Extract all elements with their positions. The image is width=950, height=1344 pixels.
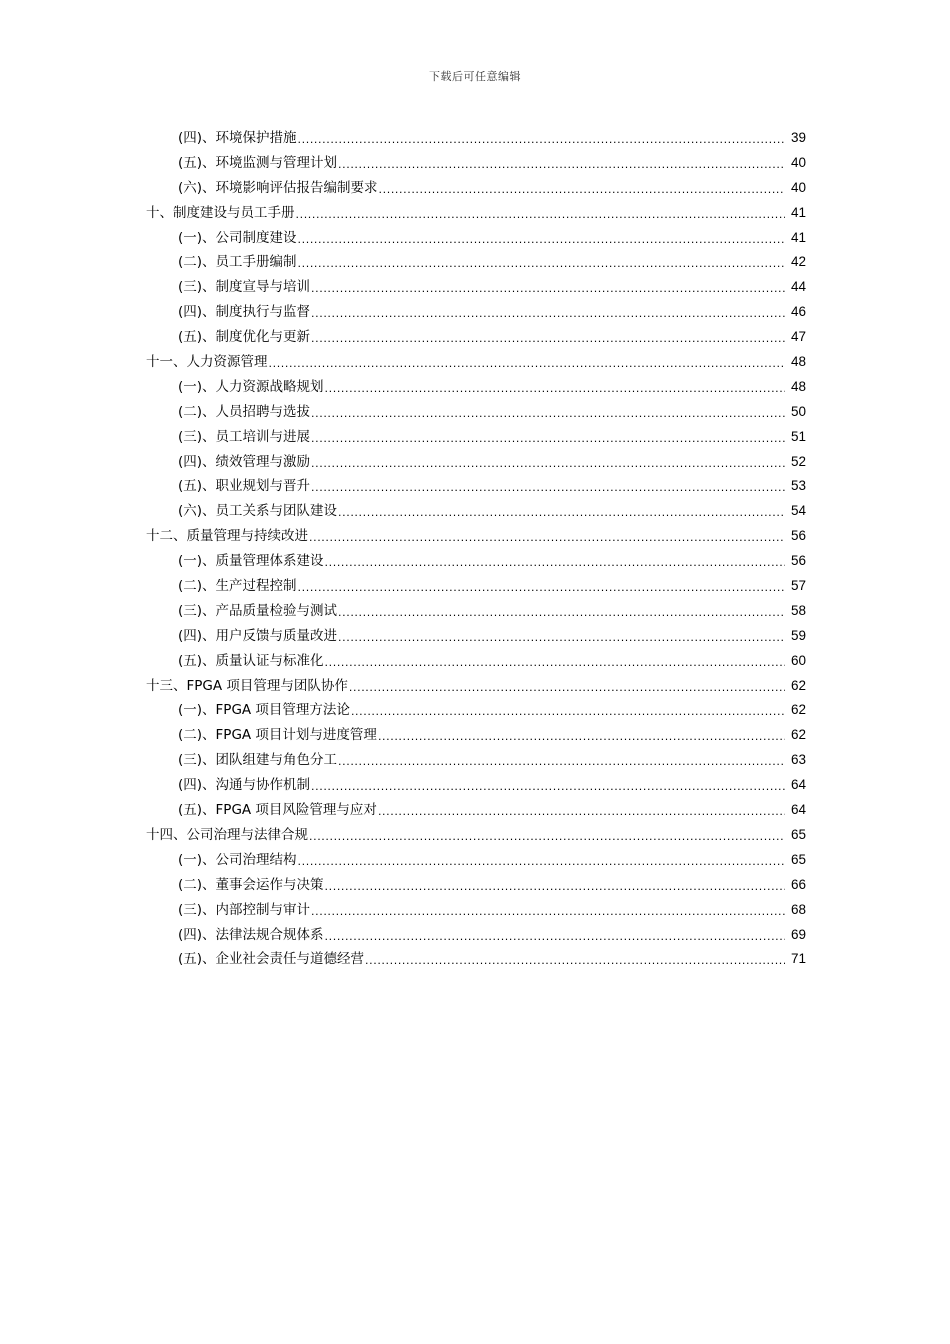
toc-entry-title: (一)、FPGA 项目管理方法论 [178,702,350,719]
toc-entry-title: (三)、内部控制与审计 [178,901,311,918]
toc-page-number: 65 [790,826,806,842]
toc-entry-title: 十、制度建设与员工手册 [146,204,295,221]
toc-dot-leader [325,875,785,900]
toc-page-number: 52 [790,453,806,469]
toc-page-number: 41 [790,229,806,245]
toc-section-entry[interactable] [0,151,950,176]
toc-entry-title: (四)、沟通与协作机制 [178,777,311,794]
toc-entry-title: (五)、制度优化与更新 [178,329,311,346]
toc-dot-leader [311,900,785,925]
toc-section-entry[interactable] [0,748,950,773]
toc-page-number: 48 [790,354,806,370]
toc-page-number: 46 [790,304,806,320]
toc-section-entry[interactable] [0,250,950,275]
toc-dot-leader [298,576,785,601]
toc-page-number: 58 [790,602,806,618]
toc-section-entry[interactable] [0,400,950,425]
toc-page-number: 41 [790,204,806,220]
toc-page-number: 54 [790,503,806,519]
toc-section-entry[interactable] [0,275,950,300]
toc-section-entry[interactable] [0,947,950,972]
toc-section-entry[interactable] [0,923,950,948]
toc-section-entry[interactable] [0,848,950,873]
toc-page-number: 65 [790,851,806,867]
toc-dot-leader [378,725,785,750]
toc-dot-leader [298,252,785,277]
toc-entry-title: (二)、生产过程控制 [178,578,297,595]
toc-dot-leader [309,526,785,551]
toc-page-number: 53 [790,478,806,494]
toc-page-number: 50 [790,403,806,419]
toc-dot-leader [309,825,785,850]
toc-page-number: 59 [790,627,806,643]
toc-entry-title: (五)、职业规划与晋升 [178,478,311,495]
toc-section-entry[interactable] [0,898,950,923]
toc-entry-title: (四)、法律法规合规体系 [178,926,324,943]
toc-dot-leader [338,750,785,775]
toc-dot-leader [311,775,785,800]
toc-entry-title: (一)、公司制度建设 [178,229,297,246]
toc-section-entry[interactable] [0,798,950,823]
toc-entry-title: (一)、质量管理体系建设 [178,553,324,570]
toc-page-number: 48 [790,378,806,394]
page-header: 下载后可任意编辑 [429,70,521,83]
toc-dot-leader [325,377,785,402]
toc-dot-leader [365,949,785,974]
toc-section-entry[interactable] [0,873,950,898]
toc-dot-leader [269,352,786,377]
toc-dot-leader [298,228,785,253]
toc-page-number: 57 [790,578,806,594]
toc-chapter-entry[interactable] [0,201,950,226]
toc-dot-leader [338,153,785,178]
toc-section-entry[interactable] [0,549,950,574]
toc-section-entry[interactable] [0,474,950,499]
toc-dot-leader [311,277,785,302]
toc-dot-leader [311,402,785,427]
toc-section-entry[interactable] [0,723,950,748]
toc-dot-leader [311,327,785,352]
toc-section-entry[interactable] [0,375,950,400]
toc-entry-title: (一)、人力资源战略规划 [178,378,324,395]
toc-section-entry[interactable] [0,698,950,723]
toc-entry-title: (二)、董事会运作与决策 [178,876,324,893]
toc-dot-leader [379,178,785,203]
toc-chapter-entry[interactable] [0,524,950,549]
toc-entry-title: (五)、企业社会责任与道德经营 [178,951,365,968]
toc-entry-title: (四)、绩效管理与激励 [178,453,311,470]
toc-dot-leader [311,452,785,477]
toc-page-number: 62 [790,702,806,718]
toc-dot-leader [338,601,785,626]
toc-page-number: 40 [790,179,806,195]
toc-entry-title: (二)、FPGA 项目计划与进度管理 [178,727,377,744]
toc-page-number: 64 [790,777,806,793]
toc-page-number: 56 [790,553,806,569]
toc-page-number: 71 [790,951,806,967]
toc-page-number: 62 [790,727,806,743]
toc-section-entry[interactable] [0,126,950,151]
toc-page-number: 47 [790,329,806,345]
toc-dot-leader [325,925,785,950]
toc-entry-title: (四)、用户反馈与质量改进 [178,627,338,644]
toc-entry-title: 十二、质量管理与持续改进 [146,528,308,545]
toc-entry-title: (二)、员工手册编制 [178,254,297,271]
toc-dot-leader [351,700,785,725]
toc-entry-title: 十一、人力资源管理 [146,354,268,371]
toc-dot-leader [311,302,785,327]
toc-dot-leader [378,800,785,825]
toc-chapter-entry[interactable] [0,823,950,848]
toc-dot-leader [338,501,785,526]
toc-section-entry[interactable] [0,176,950,201]
toc-page-number: 60 [790,652,806,668]
toc-page-number: 66 [790,876,806,892]
toc-section-entry[interactable] [0,574,950,599]
toc-dot-leader [338,626,785,651]
toc-dot-leader [311,427,785,452]
toc-page-number: 39 [790,130,806,145]
toc-page-number: 51 [790,428,806,444]
toc-entry-title: 十四、公司治理与法律合规 [146,826,308,843]
toc-entry-title: (五)、环境监测与管理计划 [178,154,338,171]
toc-entry-title: (六)、环境影响评估报告编制要求 [178,179,378,196]
toc-page-number: 42 [790,254,806,270]
toc-chapter-entry[interactable] [0,350,950,375]
toc-entry-title: (六)、员工关系与团队建设 [178,503,338,520]
toc-dot-leader [325,651,785,676]
toc-section-entry[interactable] [0,773,950,798]
toc-dot-leader [296,203,786,228]
table-of-contents [0,126,950,972]
toc-section-entry[interactable] [0,226,950,251]
toc-entry-title: (五)、质量认证与标准化 [178,652,324,669]
toc-entry-title: (三)、团队组建与角色分工 [178,752,338,769]
toc-section-entry[interactable] [0,425,950,450]
toc-page-number: 68 [790,901,806,917]
toc-section-entry[interactable] [0,599,950,624]
toc-section-entry[interactable] [0,499,950,524]
toc-page-number: 62 [790,677,806,693]
toc-entry-title: (三)、产品质量检验与测试 [178,602,338,619]
toc-section-entry[interactable] [0,325,950,350]
toc-dot-leader [325,551,785,576]
toc-dot-leader [311,476,785,501]
toc-chapter-entry[interactable] [0,674,950,699]
toc-page-number: 64 [790,802,806,818]
toc-entry-title: (四)、制度执行与监督 [178,304,311,321]
toc-entry-title: 十三、FPGA 项目管理与团队协作 [146,677,348,694]
toc-section-entry[interactable] [0,624,950,649]
toc-page-number: 56 [790,528,806,544]
toc-entry-title: (二)、人员招聘与选拔 [178,403,311,420]
toc-section-entry[interactable] [0,450,950,475]
toc-entry-title: (一)、公司治理结构 [178,851,297,868]
toc-dot-leader [298,128,785,153]
toc-entry-title: (三)、员工培训与进展 [178,428,311,445]
toc-entry-title: (三)、制度宣导与培训 [178,279,311,296]
toc-entry-title: (四)、环境保护措施 [178,130,297,146]
toc-dot-leader [349,676,785,701]
toc-section-entry[interactable] [0,649,950,674]
toc-page-number: 69 [790,926,806,942]
toc-entry-title: (五)、FPGA 项目风险管理与应对 [178,802,377,819]
toc-dot-leader [298,850,785,875]
toc-page-number: 40 [790,154,806,170]
toc-page-number: 63 [790,752,806,768]
toc-section-entry[interactable] [0,300,950,325]
toc-page-number: 44 [790,279,806,295]
